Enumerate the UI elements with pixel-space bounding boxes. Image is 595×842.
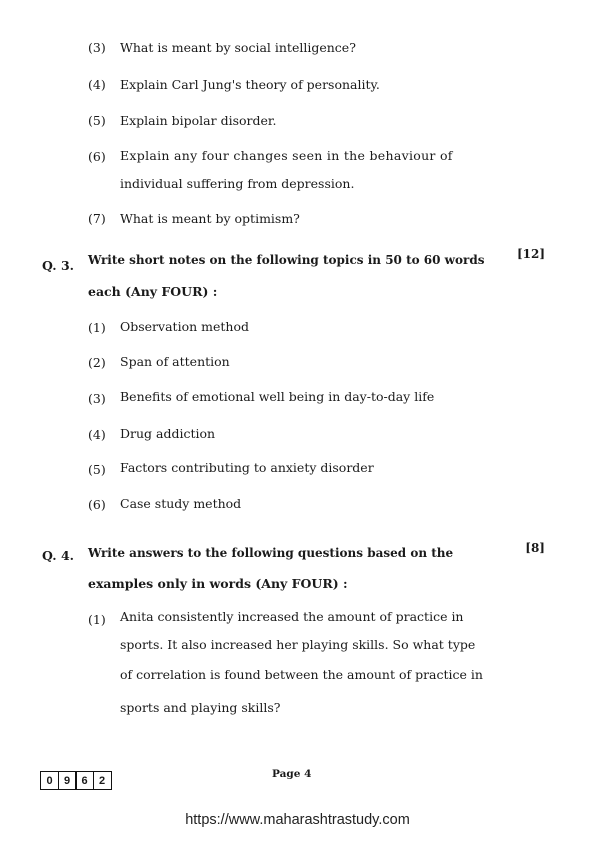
q4-item-text: sports and playing skills? [120, 700, 281, 715]
prev-item-text: What is meant by optimism? [120, 211, 300, 226]
q3-item-number: (4) [88, 427, 106, 442]
q3-item-text: Observation method [120, 319, 249, 334]
paper-code-digit: 2 [93, 771, 112, 790]
source-url[interactable]: https://www.maharashtrastudy.com [185, 812, 410, 828]
prev-item-text: Explain bipolar disorder. [120, 113, 277, 128]
q3-item-number: (5) [88, 462, 106, 477]
q3-item-number: (6) [88, 497, 106, 512]
q3-item-text: Case study method [120, 496, 242, 511]
prev-item-number: (5) [88, 113, 106, 128]
prev-item-number: (6) [88, 149, 106, 164]
question-marks: [8] [525, 541, 545, 555]
q4-item-text: of correlation is found between the amount of practice in [120, 667, 483, 682]
q3-item-text: Benefits of emotional well being in day-to-day life [120, 389, 435, 404]
q3-item-text: Factors contributing to anxiety disorder [120, 460, 374, 475]
prev-item-text: Explain Carl Jung's theory of personality. [120, 77, 380, 92]
q4-item-text: sports. It also increased her playing skills. So what type [120, 637, 476, 652]
paper-code-digit: 0 [40, 771, 59, 790]
paper-code-box [40, 771, 110, 790]
q3-item-text: Drug addiction [120, 426, 216, 441]
question-label: Q. 4. [42, 548, 75, 563]
prev-item-text: What is meant by social intelligence? [120, 40, 356, 55]
question-label: Q. 3. [42, 258, 75, 273]
q3-item-text: Span of attention [120, 354, 230, 369]
paper-code-digit: 9 [58, 771, 77, 790]
q4-item-text: Anita consistently increased the amount of practice in [120, 609, 464, 624]
prev-item-number: (3) [88, 40, 106, 55]
q4-item-number: (1) [88, 612, 106, 627]
q3-item-number: (1) [88, 320, 106, 335]
q3-item-number: (3) [88, 391, 106, 406]
prev-item-number: (7) [88, 211, 106, 226]
page-number: Page 4 [272, 768, 312, 780]
question-text-continuation: examples only in words (Any FOUR) : [88, 576, 348, 591]
question-marks: [12] [516, 247, 545, 261]
question-text: Write answers to the following questions based on the [88, 546, 454, 560]
prev-item-continuation: individual suffering from depression. [120, 176, 355, 191]
prev-item-number: (4) [88, 77, 106, 92]
question-text: Write short notes on the following topics in 50 to 60 words [88, 253, 485, 267]
q3-item-number: (2) [88, 355, 106, 370]
paper-code-digit: 6 [75, 771, 94, 790]
question-text-continuation: each (Any FOUR) : [88, 284, 218, 299]
prev-item-text: Explain any four changes seen in the behaviour of [120, 148, 453, 163]
